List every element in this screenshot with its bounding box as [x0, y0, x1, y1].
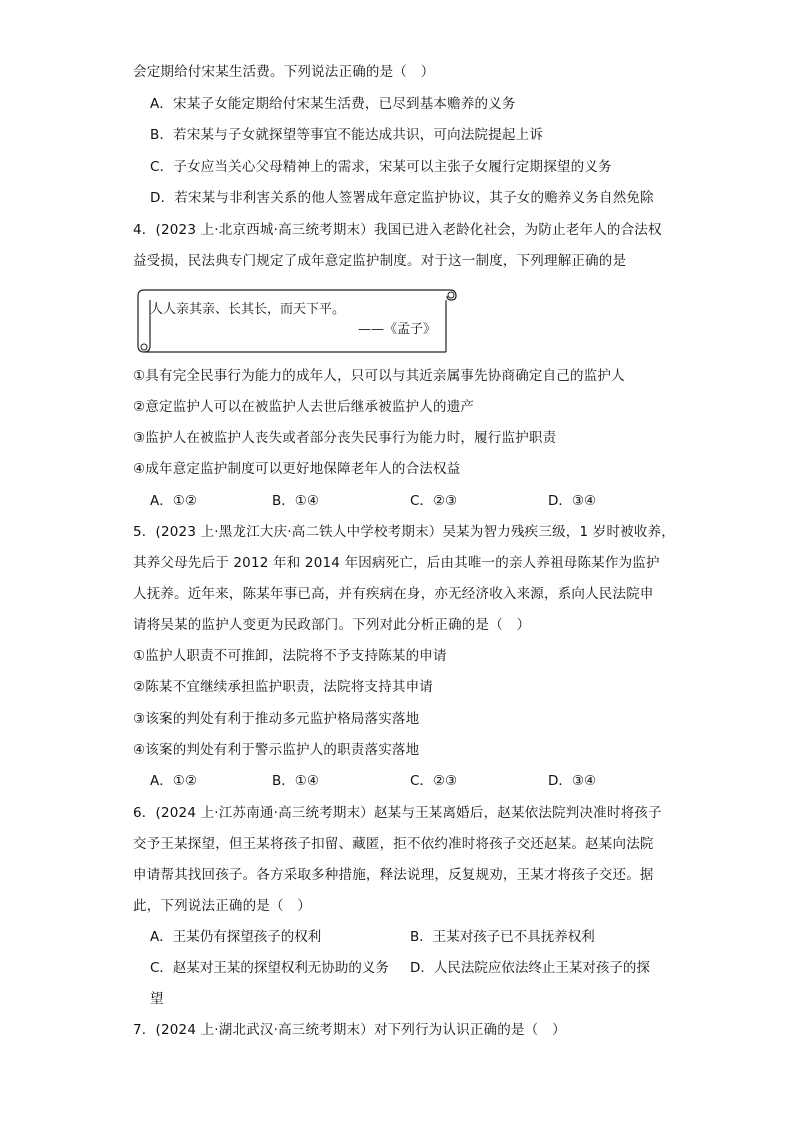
q6-option-a[interactable]: A．王某仍有探望孩子的权利 [150, 929, 322, 945]
quote-scroll-box [132, 286, 458, 352]
q6-stem-line-2: 交予王某探望，但王某将孩子扣留、藏匿，拒不依约准时将孩子交还赵某。赵某向法院 [133, 836, 654, 852]
q4-stem-line-2: 益受损，民法典专门规定了成年意定监护制度。对于这一制度，下列理解正确的是 [133, 253, 627, 269]
q4-option-a[interactable]: A．①② [150, 493, 197, 509]
q4-option-c[interactable]: C．②③ [410, 493, 458, 509]
q5-stem-line-3: 人抚养。近年来，陈某年事已高，并有疾病在身，亦无经济收入来源，系向人民法院申 [133, 586, 654, 602]
q5-item-4: ④该案的判处有利于警示监护人的职责落实落地 [133, 742, 420, 758]
q5-item-2: ②陈某不宜继续承担监护职责，法院将支持其申请 [133, 679, 434, 695]
q5-item-3: ③该案的判处有利于推动多元监护格局落实落地 [133, 711, 420, 727]
q4-item-2: ②意定监护人可以在被监护人去世后继承被监护人的遗产 [133, 399, 475, 415]
q5-stem-line-4: 请将吴某的监护人变更为民政部门。下列对此分析正确的是（ ） [133, 617, 531, 633]
q4-item-3: ③监护人在被监护人丧失或者部分丧失民事行为能力时，履行监护职责 [133, 430, 557, 446]
q6-stem-line-1: 6．(2024 上·江苏南通·高三统考期末）赵某与王某离婚后，赵某依法院判决准时将孩子 [133, 805, 662, 821]
q3-option-c[interactable]: C．子女应当关心父母精神上的需求，宋某可以主张子女履行定期探望的义务 [150, 159, 612, 175]
q3-option-a[interactable]: A．宋某子女能定期给付宋某生活费，已尽到基本赡养的义务 [150, 96, 516, 112]
q7-stem-line-1: 7．(2024 上·湖北武汉·高三统考期末）对下列行为认识正确的是（ ） [133, 1022, 566, 1038]
q3-option-b[interactable]: B．若宋某与子女就探望等事宜不能达成共识，可向法院提起上诉 [150, 127, 544, 143]
quote-source: ——《孟子》 [358, 322, 437, 337]
q5-item-1: ①监护人职责不可推卸，法院将不予支持陈某的申请 [133, 648, 447, 664]
q4-option-b[interactable]: B．①④ [272, 493, 319, 509]
q4-item-1: ①具有完全民事行为能力的成年人，只可以与其近亲属事先协商确定自己的监护人 [133, 368, 625, 384]
q3-stem-tail: 会定期给付宋某生活费。下列说法正确的是（ ） [133, 64, 435, 80]
q6-option-b[interactable]: B．王某对孩子已不具抚养权利 [410, 929, 595, 945]
q5-option-a[interactable]: A．①② [150, 773, 197, 789]
q6-option-c[interactable]: C．赵某对王某的探望权利无协助的义务 [150, 960, 389, 976]
quote-text: 人人亲其亲、长其长，而天下平。 [150, 302, 346, 317]
q5-option-b[interactable]: B．①④ [272, 773, 319, 789]
q5-option-d[interactable]: D．③④ [548, 773, 597, 789]
q5-option-c[interactable]: C．②③ [410, 773, 458, 789]
q5-stem-line-2: 其养父母先后于 2012 年和 2014 年因病死亡，后由其唯一的亲人养祖母陈某作为监护 [133, 555, 660, 571]
q3-option-d[interactable]: D．若宋某与非利害关系的他人签署成年意定监护协议，其子女的赡养义务自然免除 [150, 190, 654, 206]
q4-stem-line-1: 4．(2023 上·北京西城·高三统考期末）我国已进入老龄化社会，为防止老年人的合法权 [133, 222, 662, 238]
q6-option-d[interactable]: D．人民法院应依法终止王某对孩子的探 [410, 960, 650, 976]
q6-stem-line-3: 申请帮其找回孩子。各方采取多种措施，释法说理，反复规劝，王某才将孩子交还。据 [133, 867, 654, 883]
q5-stem-line-1: 5．(2023 上·黑龙江大庆·高二铁人中学校考期末）吴某为智力残疾三级，1 岁时被收养， [133, 524, 675, 540]
q6-option-d-continued: 望 [150, 991, 164, 1007]
q4-option-d[interactable]: D．③④ [548, 493, 597, 509]
q4-item-4: ④成年意定监护制度可以更好地保障老年人的合法权益 [133, 461, 461, 477]
q6-stem-line-4: 此，下列说法正确的是（ ） [133, 898, 312, 914]
